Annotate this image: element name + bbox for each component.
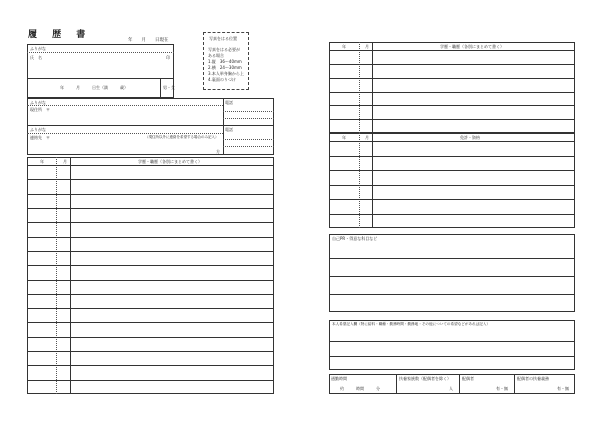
photo-title: 写真をはる位置 bbox=[209, 36, 237, 41]
photo-line-4: 2.横 24～30mm bbox=[208, 65, 242, 70]
license-row-line bbox=[329, 214, 575, 215]
history-left-row[interactable] bbox=[27, 265, 274, 279]
history-left-desc-header: 学歴・職歴（各別にまとめて書く） bbox=[138, 159, 202, 164]
requests-row[interactable] bbox=[329, 327, 575, 341]
contact-phone-line-2 bbox=[223, 146, 274, 147]
history-right-row[interactable] bbox=[329, 64, 575, 78]
date-label[interactable]: 年 月 日現在 bbox=[128, 38, 169, 43]
contact-suffix: 方 bbox=[216, 149, 220, 154]
phone-line-2 bbox=[223, 118, 274, 119]
history-left-year-header: 年 bbox=[40, 159, 44, 164]
dependents-label: 扶養家族数（配偶者を除く） bbox=[399, 376, 451, 381]
history-left-row[interactable] bbox=[27, 365, 274, 379]
name-field[interactable] bbox=[30, 53, 171, 77]
bottom-divider-3 bbox=[514, 374, 515, 394]
contact-note: （現住所以外に連絡を希望する場合のみ記入） bbox=[145, 135, 219, 139]
gender-field[interactable]: 男・女 bbox=[163, 85, 175, 90]
bottom-divider-2 bbox=[459, 374, 460, 394]
license-year-header: 年 bbox=[342, 135, 346, 140]
gender-divider bbox=[160, 78, 161, 98]
seal-label: 印 bbox=[166, 55, 170, 60]
address-contact-divider bbox=[27, 125, 274, 126]
history-left-row[interactable] bbox=[27, 280, 274, 294]
license-row[interactable] bbox=[329, 141, 575, 156]
spouse-field[interactable]: 有・無 bbox=[496, 386, 508, 391]
history-left-row[interactable] bbox=[27, 179, 274, 193]
license-row[interactable] bbox=[329, 199, 575, 214]
phone-line-1 bbox=[223, 111, 274, 112]
history-left-row[interactable] bbox=[27, 322, 274, 336]
history-right-month-header: 月 bbox=[365, 44, 369, 49]
history-right-row[interactable] bbox=[329, 78, 575, 92]
photo-line-3: 1.縦 36～40mm bbox=[208, 59, 242, 64]
license-row[interactable] bbox=[329, 185, 575, 200]
history-left-row[interactable] bbox=[27, 222, 274, 236]
history-left-row[interactable] bbox=[27, 308, 274, 322]
contact-field[interactable]: 連絡先 〒 bbox=[30, 135, 50, 140]
license-row[interactable] bbox=[329, 170, 575, 185]
license-desc-header: 免許・資格 bbox=[460, 135, 480, 140]
photo-line-2: ある場合 bbox=[208, 53, 224, 58]
history-right-row-line bbox=[329, 119, 575, 120]
history-left-row[interactable] bbox=[27, 294, 274, 308]
history-left-row[interactable] bbox=[27, 165, 274, 179]
address-furigana-label: ふりがな bbox=[30, 100, 46, 105]
address-field[interactable]: 現住所 〒 bbox=[30, 107, 50, 112]
photo-line-6: 4.裏面のりづけ bbox=[208, 77, 236, 82]
spouse-support-field[interactable]: 有・無 bbox=[557, 386, 569, 391]
history-right-row[interactable] bbox=[329, 92, 575, 106]
history-left-row[interactable] bbox=[27, 237, 274, 251]
history-left-row[interactable] bbox=[27, 194, 274, 208]
photo-line-1: 写真をはる必要が bbox=[208, 47, 240, 52]
phone-label: 電話 bbox=[225, 100, 233, 105]
history-left-row-line bbox=[27, 380, 274, 381]
photo-placeholder[interactable] bbox=[203, 32, 249, 90]
name-birth-divider bbox=[27, 78, 174, 79]
license-month-header: 月 bbox=[365, 135, 369, 140]
commute-field[interactable]: 約 時間 分 bbox=[340, 386, 380, 391]
contact-phone-label: 電話 bbox=[225, 127, 233, 132]
self-pr-row[interactable] bbox=[329, 276, 575, 294]
history-left-row[interactable] bbox=[27, 251, 274, 265]
dependents-field[interactable]: 人 bbox=[449, 386, 453, 391]
history-left-row[interactable] bbox=[27, 208, 274, 222]
requests-row-line bbox=[329, 356, 575, 357]
address-furigana-divider bbox=[27, 105, 223, 106]
self-pr-title: 自己PR・得意な科目など bbox=[332, 236, 378, 241]
contact-furigana-divider bbox=[27, 133, 223, 134]
self-pr-row[interactable] bbox=[329, 258, 575, 276]
license-row[interactable] bbox=[329, 156, 575, 171]
contact-furigana-label: ふりがな bbox=[30, 127, 46, 132]
page-title: 履 歴 書 bbox=[28, 30, 92, 40]
photo-line-5: 3.本人単身胸から上 bbox=[208, 71, 244, 76]
history-left-row[interactable] bbox=[27, 337, 274, 351]
spouse-support-label: 配偶者の扶養義務 bbox=[517, 376, 549, 381]
history-left-month-header: 月 bbox=[63, 159, 67, 164]
birth-date-field[interactable]: 年 月 日生（満 歳） bbox=[60, 85, 128, 90]
name-furigana-label: ふりがな bbox=[30, 46, 46, 51]
commute-label: 通勤時間 bbox=[331, 376, 347, 381]
name-label: 氏 名 bbox=[30, 55, 42, 60]
bottom-divider-1 bbox=[396, 374, 397, 394]
spouse-label: 配偶者 bbox=[462, 376, 474, 381]
self-pr-row-line bbox=[329, 294, 575, 295]
contact-phone-line-1 bbox=[223, 139, 274, 140]
requests-title: 本人希望記入欄（特に給料・職種・勤務時間・勤務地・その他についての希望などがあれば記入） bbox=[332, 322, 491, 326]
history-right-desc-header: 学歴・職歴（各別にまとめて書く） bbox=[440, 44, 504, 49]
history-right-row[interactable] bbox=[329, 105, 575, 119]
history-left-row[interactable] bbox=[27, 351, 274, 365]
history-right-row[interactable] bbox=[329, 50, 575, 64]
self-pr-row[interactable] bbox=[329, 240, 575, 258]
history-right-year-header: 年 bbox=[342, 44, 346, 49]
requests-row[interactable] bbox=[329, 341, 575, 355]
